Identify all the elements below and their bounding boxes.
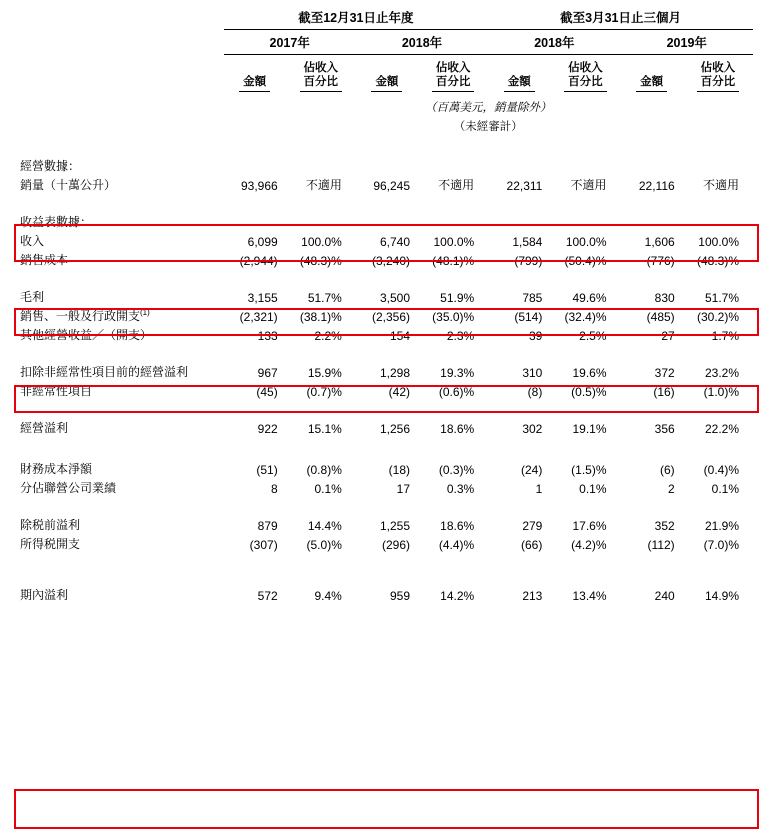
section-title-operating: 經營數據： (20, 158, 81, 173)
header-sub-amount-4-text: 金額 (636, 75, 667, 91)
spacer (20, 344, 753, 362)
cell: 100.0% (301, 234, 342, 249)
cell: 18.6% (440, 518, 475, 533)
row-label-sga (20, 306, 224, 325)
cell: 1,255 (379, 518, 411, 533)
note-units-row (20, 94, 753, 115)
header-year-blank (20, 30, 224, 55)
cell: 39 (528, 328, 543, 343)
row-label-operating-profit: 經營溢利 (20, 420, 69, 435)
cell: 830 (654, 290, 675, 305)
header-sub-amount-2-text: 金額 (371, 75, 402, 91)
cell: 100.0% (698, 234, 739, 249)
cell: 22,311 (506, 178, 543, 193)
header-year-2019: 2019年 (621, 30, 753, 55)
header-year-2017: 2017年 (224, 30, 356, 55)
spacer (20, 134, 753, 156)
row-label-profit-for-period: 期內溢利 (20, 587, 69, 602)
cell: (3,240) (371, 253, 411, 268)
header-group-quarter: 截至3月31日止三個月 (488, 8, 753, 30)
cell: 14.9% (704, 588, 739, 603)
cell: 49.6% (572, 290, 607, 305)
footnote-marker: (1) (140, 307, 150, 317)
cell: 14.4% (307, 518, 342, 533)
cell: (112) (647, 537, 675, 552)
cell: 0.1% (711, 481, 739, 496)
cell: (0.6)% (438, 384, 475, 399)
cell: 17.6% (572, 518, 607, 533)
cell: 1,584 (512, 234, 543, 249)
spacer (20, 194, 753, 212)
cell: (48.3)% (299, 253, 342, 268)
cell: 0.3% (446, 481, 475, 496)
header-group-annual: 截至12月31日止年度 (224, 8, 489, 30)
cell: 14.2% (440, 588, 475, 603)
cell: 17 (396, 481, 411, 496)
cell: 154 (389, 328, 411, 343)
cell: 352 (654, 518, 675, 533)
cell: 23.2% (704, 365, 739, 380)
cell: 572 (257, 588, 278, 603)
cell: 1,298 (379, 365, 411, 380)
row-label-profit-before-tax: 除税前溢利 (20, 517, 81, 532)
cell: (307) (249, 537, 278, 552)
cell: 967 (257, 365, 278, 380)
cell: (30.2)% (696, 309, 739, 324)
header-sub-amount-2 (356, 55, 418, 94)
cell: 279 (522, 518, 543, 533)
cell: (4.2)% (571, 537, 607, 552)
cell: (1.0)% (703, 384, 739, 399)
header-sub-pct-1-line1: 佔收入 (303, 62, 339, 74)
cell: 356 (654, 421, 675, 436)
cell: 13.4% (572, 588, 607, 603)
cell: (35.0)% (432, 309, 475, 324)
cell: (6) (660, 462, 675, 477)
cell: (5.0)% (306, 537, 342, 552)
cell: 3,155 (247, 290, 278, 305)
cell: (18) (388, 462, 411, 477)
cell: 93,966 (240, 178, 278, 193)
table-row (20, 306, 753, 325)
cell: 8 (271, 481, 278, 496)
cell: 22,116 (638, 178, 675, 193)
table-row (20, 212, 753, 231)
cell: (24) (521, 462, 543, 477)
note-units-blank (20, 94, 224, 115)
cell: 19.6% (572, 365, 607, 380)
header-sub-pct-2-line2: 百分比 (432, 75, 475, 91)
row-label-revenue: 收入 (20, 233, 45, 248)
table-row (20, 362, 753, 381)
cell: (32.4)% (564, 309, 607, 324)
row-label-exceptional-items: 非經常性項目 (20, 383, 93, 398)
cell: 51.9% (440, 290, 475, 305)
cell: (2,321) (239, 309, 278, 324)
cell: 879 (257, 518, 278, 533)
header-group-row (20, 8, 753, 30)
table-row (20, 175, 753, 194)
cell: 785 (522, 290, 543, 305)
header-year-2018-quarter: 2018年 (488, 30, 620, 55)
cell: (48.1)% (432, 253, 475, 268)
cell: 9.4% (314, 588, 342, 603)
cell: 1.7% (711, 328, 739, 343)
cell: (0.5)% (571, 384, 607, 399)
row-label-share-of-associates: 分佔聯營公司業績 (20, 480, 117, 495)
cell: 不適用 (305, 177, 342, 192)
table-row (20, 478, 753, 497)
header-sub-pct-1-line2: 百分比 (300, 75, 343, 91)
cell: 1,606 (644, 234, 675, 249)
cell: (0.7)% (306, 384, 342, 399)
cell: 15.1% (307, 421, 342, 436)
row-label-net-finance-cost: 財務成本淨額 (20, 461, 93, 476)
table-row (20, 515, 753, 534)
header-sub-blank (20, 55, 224, 94)
note-unaudited-blank (20, 115, 224, 134)
cell: 6,740 (379, 234, 411, 249)
header-sub-pct-4-line1: 佔收入 (700, 62, 736, 74)
cell: (42) (388, 384, 411, 399)
cell: 19.3% (440, 365, 475, 380)
row-label-sga-text: 銷售、一般及行政開支 (20, 308, 141, 323)
financial-table-page (0, 8, 773, 836)
row-label-gross-profit: 毛利 (20, 289, 45, 304)
row-label-other-operating: 其他經營收益／（開支） (20, 327, 153, 342)
header-year-row (20, 30, 753, 55)
header-sub-amount-3 (488, 55, 550, 94)
header-sub-pct-3 (550, 55, 620, 94)
cell: (485) (646, 309, 675, 324)
note-unaudited-row (20, 115, 753, 134)
row-label-volume: 銷量（十萬公升） (20, 177, 117, 192)
spacer (20, 497, 753, 515)
cell: 15.9% (307, 365, 342, 380)
cell: 302 (522, 421, 543, 436)
cell: 0.1% (579, 481, 607, 496)
cell: 240 (654, 588, 675, 603)
row-label-cost-of-sales: 銷售成本 (20, 252, 69, 267)
cell: 18.6% (440, 421, 475, 436)
cell: 213 (522, 588, 543, 603)
spacer (20, 269, 753, 287)
table-row (20, 287, 753, 306)
table-row (20, 585, 753, 604)
cell: (776) (646, 253, 675, 268)
cell: 959 (389, 588, 411, 603)
cell: 21.9% (704, 518, 739, 533)
row-label-income-tax: 所得税開支 (20, 536, 81, 551)
table-row (20, 231, 753, 250)
cell: (799) (514, 253, 543, 268)
cell: (296) (382, 537, 411, 552)
cell: (2,944) (239, 253, 278, 268)
cell: (0.4)% (703, 462, 739, 477)
header-sub-pct-2 (418, 55, 488, 94)
cell: 2.2% (314, 328, 342, 343)
cell: 310 (522, 365, 543, 380)
cell: 0.1% (314, 481, 342, 496)
cell: (0.3)% (438, 462, 475, 477)
cell: (50.4)% (564, 253, 607, 268)
header-sub-pct-2-line1: 佔收入 (435, 62, 471, 74)
cell: 1,256 (379, 421, 411, 436)
note-unaudited: （未經審計） (453, 120, 523, 133)
cell: (51) (256, 462, 278, 477)
header-sub-row (20, 55, 753, 94)
header-sub-pct-4-line2: 百分比 (697, 75, 740, 91)
cell: 100.0% (433, 234, 475, 249)
header-sub-pct-4 (683, 55, 753, 94)
cell: 96,245 (373, 178, 411, 193)
row-label-op-profit-before-exceptional: 扣除非經常性項目前的經營溢利 (20, 364, 189, 379)
cell: 133 (257, 328, 278, 343)
cell: 2.3% (446, 328, 475, 343)
spacer (20, 400, 753, 418)
table-row (20, 250, 753, 269)
header-corner-blank (20, 8, 224, 30)
cell: 1 (535, 481, 543, 496)
spacer (20, 575, 753, 585)
cell: 22.2% (704, 421, 739, 436)
cell: 不適用 (570, 177, 607, 192)
cell: 922 (257, 421, 278, 436)
header-sub-pct-3-line2: 百分比 (564, 75, 607, 91)
table-row (20, 156, 753, 175)
section-title-income: 收益表數據： (20, 214, 93, 229)
cell: (7.0)% (703, 537, 739, 552)
cell: 2 (667, 481, 675, 496)
cell: (1.5)% (571, 462, 607, 477)
cell: 不適用 (438, 177, 475, 192)
cell: (514) (514, 309, 543, 324)
cell: 100.0% (565, 234, 607, 249)
cell: 51.7% (307, 290, 342, 305)
header-sub-pct-3-line1: 佔收入 (568, 62, 603, 74)
cell: (38.1)% (299, 309, 342, 324)
cell: 19.1% (572, 421, 607, 436)
header-sub-amount-1 (224, 55, 286, 94)
cell: (45) (256, 384, 278, 399)
cell: (16) (653, 384, 675, 399)
cell: (2,356) (371, 309, 411, 324)
cell: (0.8)% (306, 462, 342, 477)
cell: (4.4)% (438, 537, 475, 552)
header-year-2018-annual: 2018年 (356, 30, 488, 55)
note-units: （百萬美元，銷量除外） (425, 101, 552, 114)
table-row (20, 459, 753, 478)
table-row (20, 534, 753, 553)
cell: 2.5% (579, 328, 607, 343)
cell: 3,500 (379, 290, 411, 305)
financial-summary-table (20, 8, 753, 604)
cell: (66) (521, 537, 543, 552)
table-row (20, 418, 753, 437)
cell: 6,099 (247, 234, 278, 249)
header-sub-amount-4 (621, 55, 683, 94)
cell: (48.3)% (696, 253, 739, 268)
header-sub-pct-1 (286, 55, 356, 94)
header-sub-amount-3-text: 金額 (504, 75, 535, 91)
cell: 27 (661, 328, 675, 343)
highlight-box-profit-for-period (14, 789, 759, 829)
cell: 不適用 (702, 177, 739, 192)
table-row (20, 381, 753, 400)
spacer (20, 553, 753, 575)
header-sub-amount-1-text: 金額 (239, 75, 270, 91)
table-row (20, 325, 753, 344)
cell: 51.7% (704, 290, 739, 305)
spacer (20, 437, 753, 459)
cell: 372 (654, 365, 675, 380)
cell: (8) (527, 384, 543, 399)
